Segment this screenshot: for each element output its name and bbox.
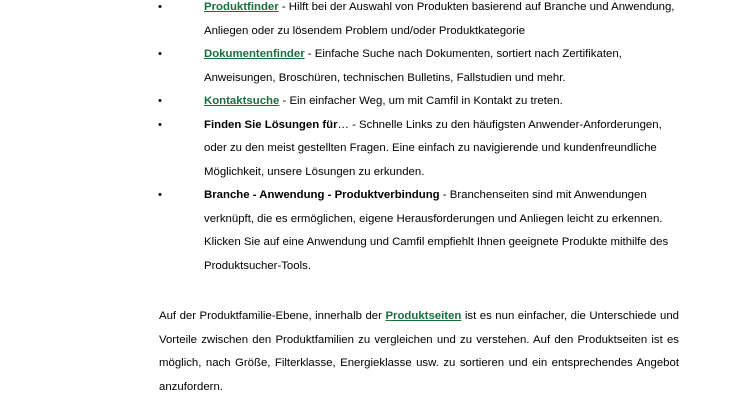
list-item-text: - Branchenseiten sind mit Anwendungen verknüpft, die es ermöglichen, eigene Herausforderungen und Anliegen leicht zu erkennen. Klicken Sie auf eine Anwendung und Camfil empfiehlt Ihnen geeignete Produkte mithilfe des Produktsucher-Tools. (204, 189, 669, 272)
list-item-kontaktsuche (0, 90, 746, 114)
list-item-heading: Finden Sie Lösungen für (204, 118, 338, 131)
paragraph-text-after: ist es nun einfacher, die Unterschiede und Vorteile zwischen den Produktfamilien zu vergleichen und zu verstehen. Auf den Produktseiten ist es möglich, nach Größe, Filterklasse, Energieklasse usw. zu sortieren und ein entsprechendes Angebot anzufordern. (159, 310, 679, 393)
list-item-branche (0, 184, 746, 278)
list-item-text: … - Schnelle Links zu den häufigsten Anwender-Anforderungen, oder zu den meist gestellten Fragen. Eine einfach zu navigierende und kundenfreundliche Möglichkeit, unsere Lösungen zu erkunden. (204, 118, 662, 178)
produktfinder-link[interactable]: Produktfinder (204, 1, 279, 13)
list-item-body (204, 184, 684, 278)
list-item-body (204, 90, 684, 114)
list-item-text: - Hilft bei der Auswahl von Produkten basierend auf Branche und Anwendung, Anliegen oder zu lösendem Problem und/oder Produktkategorie (204, 1, 675, 37)
bullet-icon: • (158, 48, 162, 60)
bullet-icon: • (158, 1, 162, 13)
list-item-text: - Einfache Suche nach Dokumenten, sortiert nach Zertifikaten, Anweisungen, Broschüren, technischen Bulletins, Fallstudien und mehr. (204, 48, 622, 84)
kontaktsuche-link[interactable]: Kontaktsuche (204, 95, 280, 107)
list-item-produktfinder (0, 0, 746, 43)
list-item-text: - Ein einfacher Weg, um mit Camfil in Kontakt zu treten. (279, 95, 563, 107)
product-family-paragraph (159, 305, 679, 399)
dokumentenfinder-link[interactable]: Dokumentenfinder (204, 48, 305, 60)
list-item-body (204, 0, 684, 43)
produktseiten-link[interactable]: Produktseiten (385, 310, 462, 322)
list-item-body (204, 114, 684, 185)
list-item-loesungen (0, 114, 746, 185)
bullet-icon: • (158, 189, 162, 201)
list-item-body (204, 43, 684, 90)
list-item-dokumentenfinder (0, 43, 746, 90)
list-item-heading: Branche - Anwendung - Produktverbindung (204, 189, 440, 201)
bullet-icon: • (158, 118, 162, 131)
paragraph-text-before: Auf der Produktfamilie-Ebene, innerhalb der (159, 310, 386, 322)
bullet-icon: • (158, 95, 162, 107)
